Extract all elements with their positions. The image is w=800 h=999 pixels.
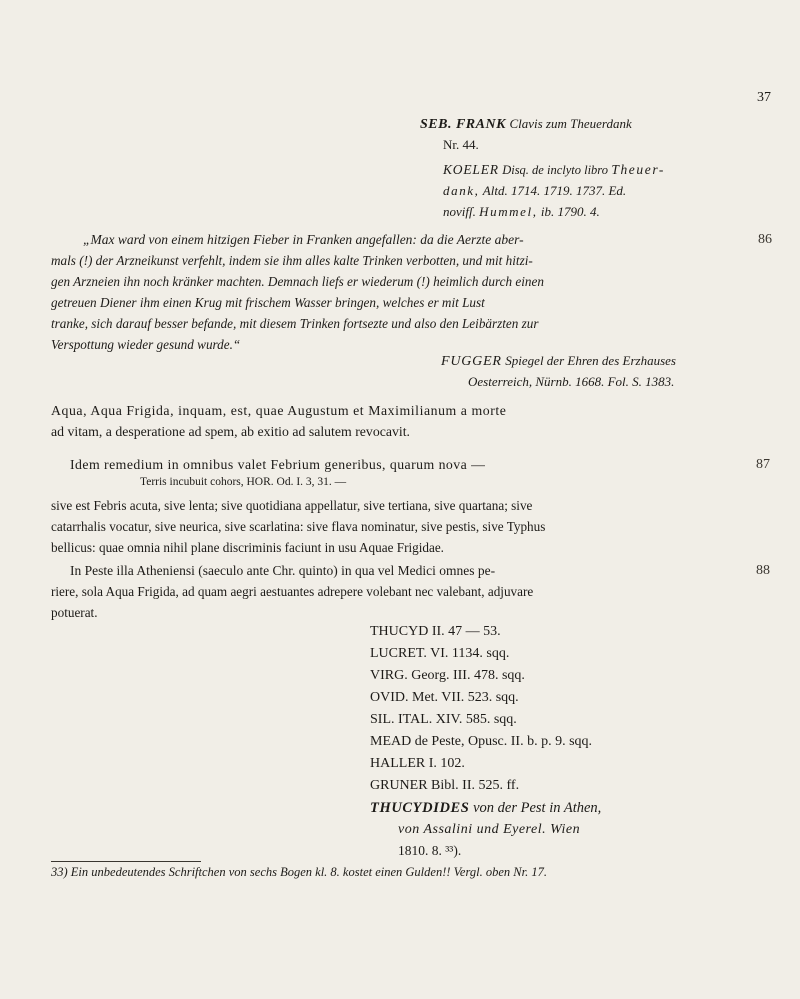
latin-aqua-line-2: ad vitam, a desperatione ad spem, ab exitio ad salutem revocavit. bbox=[51, 424, 410, 439]
ref-haller: HALLER I. 102. bbox=[370, 756, 465, 771]
ref-thucydides-title: von der Pest in Athen, bbox=[473, 800, 602, 816]
ref-thucydides-year: 1810. 8. ³³). bbox=[398, 843, 462, 858]
margin-number-87: 87 bbox=[756, 457, 770, 472]
latin-idem-line-1: Idem remedium in omnibus valet Febrium generibus, quarum nova — bbox=[70, 457, 486, 472]
ref-ovid: OVID. Met. VII. 523. sqq. bbox=[370, 690, 519, 705]
ref-frank bbox=[420, 116, 632, 133]
ref-koeler-novi: novifſ. bbox=[443, 204, 476, 219]
ref-virg: VIRG. Georg. III. 478. sqq. bbox=[370, 668, 525, 683]
ref-koeler bbox=[443, 162, 665, 178]
latin-idem-line-3: sive est Febris acuta, sive lenta; sive quotidiana appellatur, sive tertiana, sive quartana; sive bbox=[51, 498, 533, 513]
ref-fugger bbox=[441, 353, 676, 370]
ref-thucydides-pest bbox=[370, 800, 601, 817]
ref-koeler-pub bbox=[443, 183, 626, 199]
ref-koeler-hummel-name: Hummel, bbox=[479, 204, 538, 219]
ref-fugger-author: FUGGER bbox=[441, 354, 502, 369]
footnote: 33) Ein unbedeutendes Schriftchen von sechs Bogen kl. 8. kostet einen Gulden!! Vergl. oben Nr. 17. bbox=[51, 865, 547, 879]
german-line-6: Verspottung wieder gesund wurde.“ bbox=[51, 337, 241, 352]
ref-koeler-altd: Altd. 1714. 1719. 1737. Ed. bbox=[482, 183, 627, 198]
ref-fugger-title: Spiegel der Ehren des Erzhauses bbox=[505, 353, 676, 368]
ref-frank-title: Clavis zum Theuerdank bbox=[509, 116, 632, 131]
ref-koeler-theuerdank: Theuer- bbox=[611, 162, 666, 177]
latin-idem-horace: Terris incubuit cohors, HOR. Od. I. 3, 31. — bbox=[140, 476, 347, 488]
ref-sil-ital: SIL. ITAL. XIV. 585. sqq. bbox=[370, 712, 517, 727]
ref-fugger-pub: Oesterreich, Nürnb. 1668. Fol. S. 1383. bbox=[468, 374, 675, 389]
ref-koeler-author: KOELER bbox=[443, 162, 499, 177]
ref-koeler-dank: dank, bbox=[443, 183, 480, 198]
german-line-2: mals (!) der Arzneikunst verfehlt, indem sie ihm alles kalte Trinken verbotten, und mit hitzi- bbox=[51, 253, 533, 268]
ref-koeler-ib: ib. 1790. 4. bbox=[540, 204, 600, 219]
latin-idem-line-4: catarrhalis vocatur, sive neurica, sive scarlatina: sive flava nominatur, sive pestis, sive Typhus bbox=[51, 519, 546, 534]
latin-peste-line-1: In Peste illa Atheniensi (saeculo ante Chr. quinto) in qua vel Medici omnes pe- bbox=[70, 563, 496, 578]
ref-frank-author: SEB. FRANK bbox=[420, 117, 506, 132]
margin-number-88: 88 bbox=[756, 563, 770, 578]
ref-mead: MEAD de Peste, Opusc. II. b. p. 9. sqq. bbox=[370, 734, 593, 749]
ref-thucydides-author: THUCYDIDES bbox=[370, 800, 470, 816]
ref-koeler-title: Disq. de inclyto libro bbox=[502, 163, 608, 177]
ref-gruner: GRUNER Bibl. II. 525. ff. bbox=[370, 778, 520, 793]
german-line-1: „Max ward von einem hitzigen Fieber in Franken angefallen: da die Aerzte aber- bbox=[83, 232, 524, 247]
ref-frank-nr: Nr. 44. bbox=[443, 137, 479, 152]
margin-number-86: 86 bbox=[758, 232, 772, 247]
page-number: 37 bbox=[757, 90, 771, 105]
ref-thucydides-translators: von Assalini und Eyerel. Wien bbox=[398, 822, 581, 837]
latin-idem-line-5: bellicus: quae omnia nihil plane discriminis faciunt in usu Aquae Frigidae. bbox=[51, 540, 444, 555]
ref-thucyd: THUCYD II. 47 — 53. bbox=[370, 624, 501, 639]
ref-koeler-hummel bbox=[443, 204, 600, 220]
latin-aqua-line-1: Aqua, Aqua Frigida, inquam, est, quae Augustum et Maximilianum a morte bbox=[51, 403, 507, 418]
german-line-3: gen Arzneien ihn noch kränker machten. Demnach liefs er wiederum (!) heimlich durch einen bbox=[51, 274, 544, 289]
footnote-rule bbox=[51, 861, 201, 862]
german-line-4: getreuen Diener ihm einen Krug mit frischem Wasser bringen, welches er mit Lust bbox=[51, 295, 485, 310]
german-line-5: tranke, sich darauf besser befande, mit diesem Trinken fortsezte und also den Leibärzten zur bbox=[51, 316, 539, 331]
ref-lucret: LUCRET. VI. 1134. sqq. bbox=[370, 646, 510, 661]
latin-peste-line-2: riere, sola Aqua Frigida, ad quam aegri aestuantes adrepere volebant nec valebant, adjuvare bbox=[51, 584, 534, 599]
latin-peste-line-3: potuerat. bbox=[51, 605, 98, 620]
